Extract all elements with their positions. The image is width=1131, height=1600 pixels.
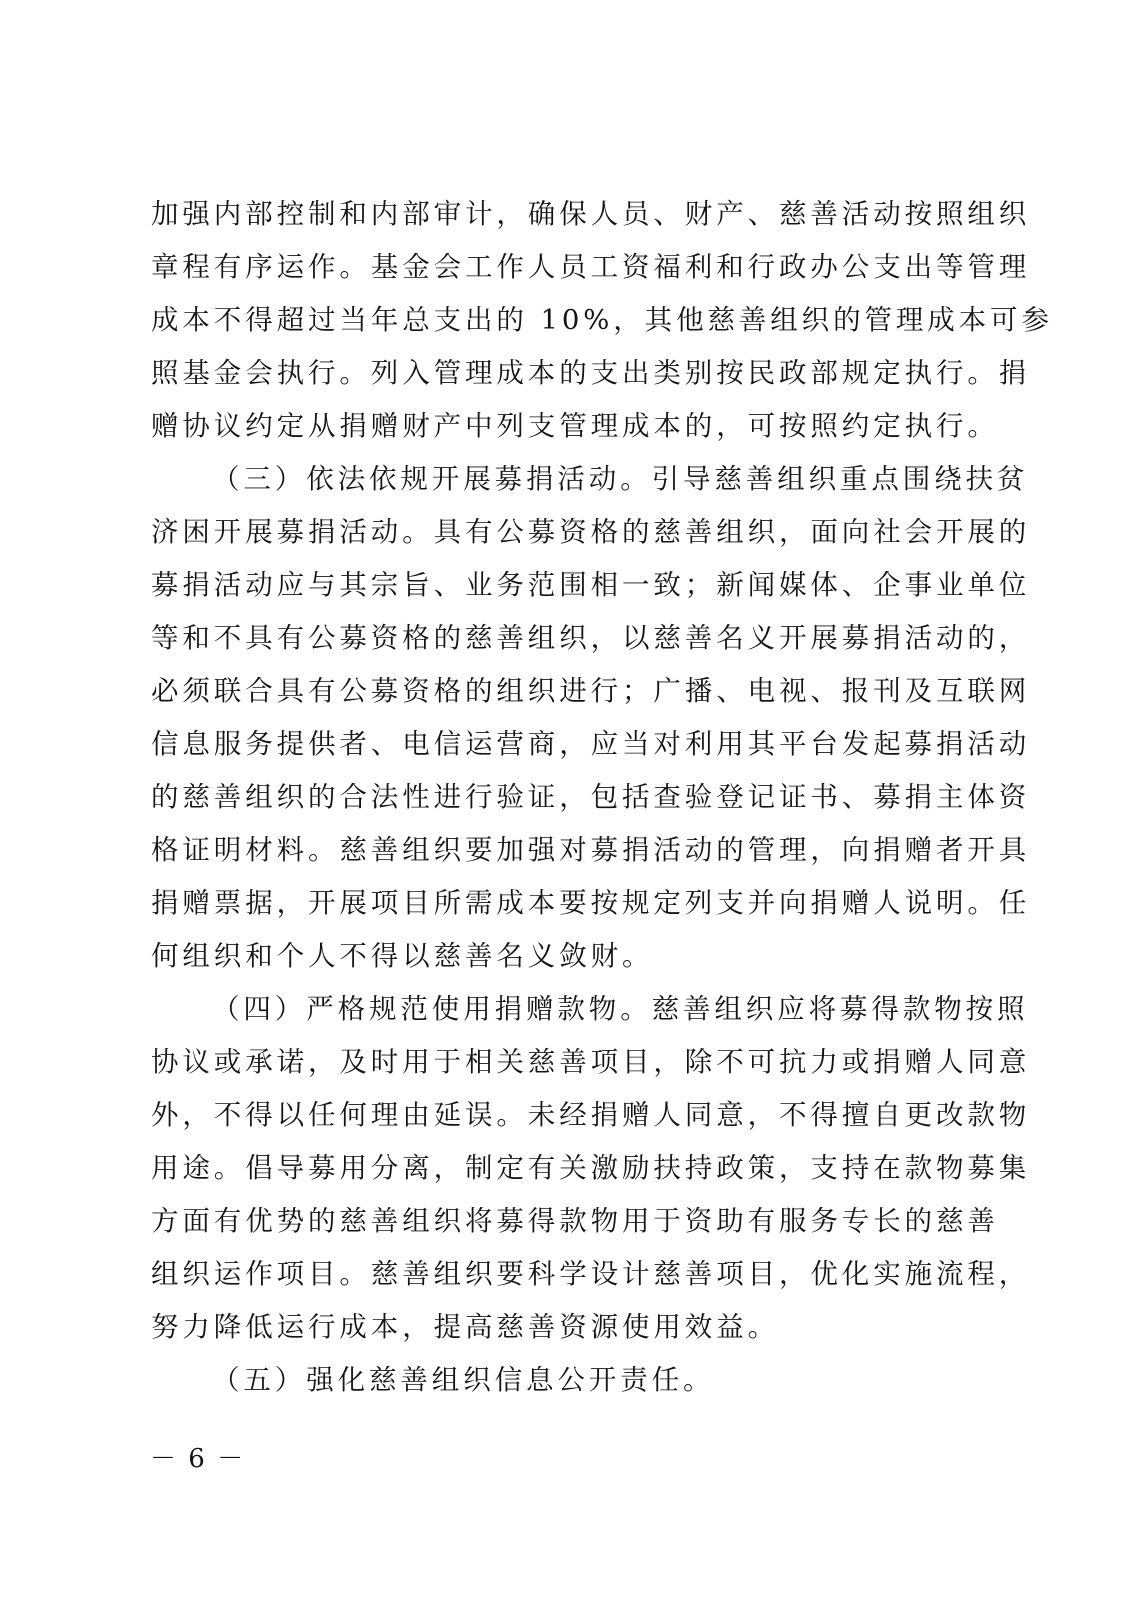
body-text-line: 募捐活动应与其宗旨、业务范围相一致；新闻媒体、企事业单位 (151, 569, 1031, 601)
body-text-line: 章程有序运作。基金会工作人员工资福利和行政办公支出等管理 (151, 251, 1031, 283)
body-text-line: 用途。倡导募用分离，制定有关激励扶持政策，支持在款物募集 (151, 1152, 1031, 1184)
body-text-line: 外，不得以任何理由延误。未经捐赠人同意，不得擅自更改款物 (151, 1099, 1031, 1131)
body-text-line: 等和不具有公募资格的慈善组织，以慈善名义开展募捐活动的， (151, 622, 1031, 654)
body-text-line: 捐赠票据，开展项目所需成本要按规定列支并向捐赠人说明。任 (151, 887, 1031, 919)
page-number: － 6 － (150, 1444, 246, 1474)
section-heading-line: （五）强化慈善组织信息公开责任。 (212, 1364, 715, 1396)
body-text-line: 协议或承诺，及时用于相关慈善项目，除不可抗力或捐赠人同意 (151, 1046, 1031, 1078)
section-heading-line: （四）严格规范使用捐赠款物。慈善组织应将募得款物按照 (212, 993, 1029, 1025)
body-text-line: 格证明材料。慈善组织要加强对募捐活动的管理，向捐赠者开具 (151, 834, 1031, 866)
body-text-line: 组织运作项目。慈善组织要科学设计慈善项目，优化实施流程， (151, 1258, 1031, 1290)
body-text-line: 信息服务提供者、电信运营商，应当对利用其平台发起募捐活动 (151, 728, 1031, 760)
body-text-line: 必须联合具有公募资格的组织进行；广播、电视、报刊及互联网 (151, 675, 1031, 707)
body-text-line: 的慈善组织的合法性进行验证，包括查验登记证书、募捐主体资 (151, 781, 1031, 813)
body-text-line: 赠协议约定从捐赠财产中列支管理成本的，可按照约定执行。 (151, 410, 999, 442)
body-text-line: 加强内部控制和内部审计，确保人员、财产、慈善活动按照组织 (151, 198, 1031, 230)
body-text-line: 成本不得超过当年总支出的 10%，其他慈善组织的管理成本可参 (151, 304, 1053, 336)
body-text-line: 方面有优势的慈善组织将募得款物用于资助有服务专长的慈善 (151, 1205, 999, 1237)
body-text-line: 何组织和个人不得以慈善名义敛财。 (151, 940, 654, 972)
body-text-line: 照基金会执行。列入管理成本的支出类别按民政部规定执行。捐 (151, 357, 1031, 389)
body-text-line: 济困开展募捐活动。具有公募资格的慈善组织，面向社会开展的 (151, 516, 1031, 548)
body-text-line: 努力降低运行成本，提高慈善资源使用效益。 (151, 1311, 779, 1343)
section-heading-line: （三）依法依规开展募捐活动。引导慈善组织重点围绕扶贫 (212, 463, 1029, 495)
